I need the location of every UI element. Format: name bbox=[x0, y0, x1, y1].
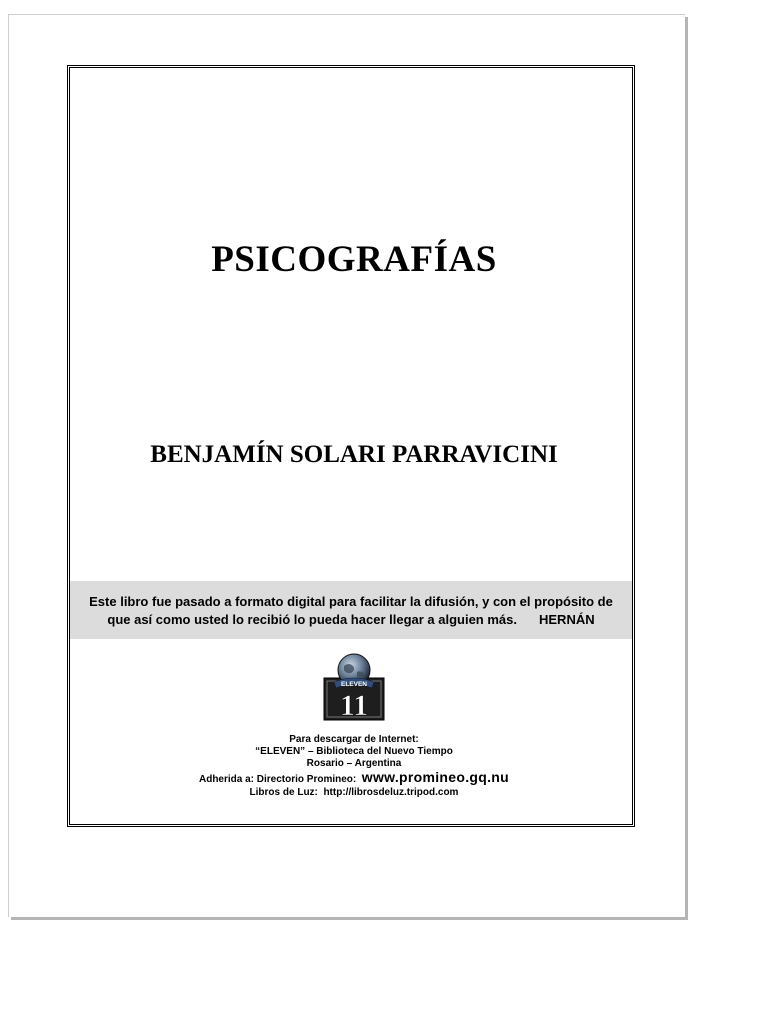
logo-banner-text: ELEVEN bbox=[340, 681, 368, 688]
cover-frame bbox=[67, 65, 635, 827]
library-name: “ELEVEN” – Biblioteca del Nuevo Tiempo bbox=[255, 746, 453, 757]
notice-line-2 bbox=[70, 611, 632, 629]
eleven-globe-logo-icon bbox=[322, 652, 386, 722]
notice-line-1: Este libro fue pasado a formato digital para facilitar la difusión, y con el propósito de bbox=[89, 594, 613, 609]
download-info bbox=[70, 734, 638, 799]
library-location: Rosario – Argentina bbox=[306, 758, 402, 769]
download-heading: Para descargar de Internet: bbox=[289, 734, 419, 745]
libros-row bbox=[70, 787, 638, 799]
digital-notice bbox=[70, 581, 632, 639]
adherida-label: Adherida a: Directorio Promineo: bbox=[198, 774, 357, 785]
logo-number: 11 bbox=[339, 689, 369, 722]
document-page bbox=[8, 14, 685, 917]
promineo-link[interactable]: www.promineo.gq.nu bbox=[361, 769, 510, 785]
notice-signature: HERNÁN bbox=[539, 612, 595, 627]
book-title: PSICOGRAFÍAS bbox=[211, 239, 497, 280]
book-author: BENJAMÍN SOLARI PARRAVICINI bbox=[150, 441, 558, 468]
libros-label: Libros de Luz: bbox=[249, 787, 318, 798]
adherida-row bbox=[70, 771, 638, 786]
notice-line-2-text: que así como usted lo recibió lo pueda hacer llegar a alguien más. bbox=[107, 612, 517, 627]
libros-link[interactable]: http://librosdeluz.tripod.com bbox=[323, 787, 459, 798]
